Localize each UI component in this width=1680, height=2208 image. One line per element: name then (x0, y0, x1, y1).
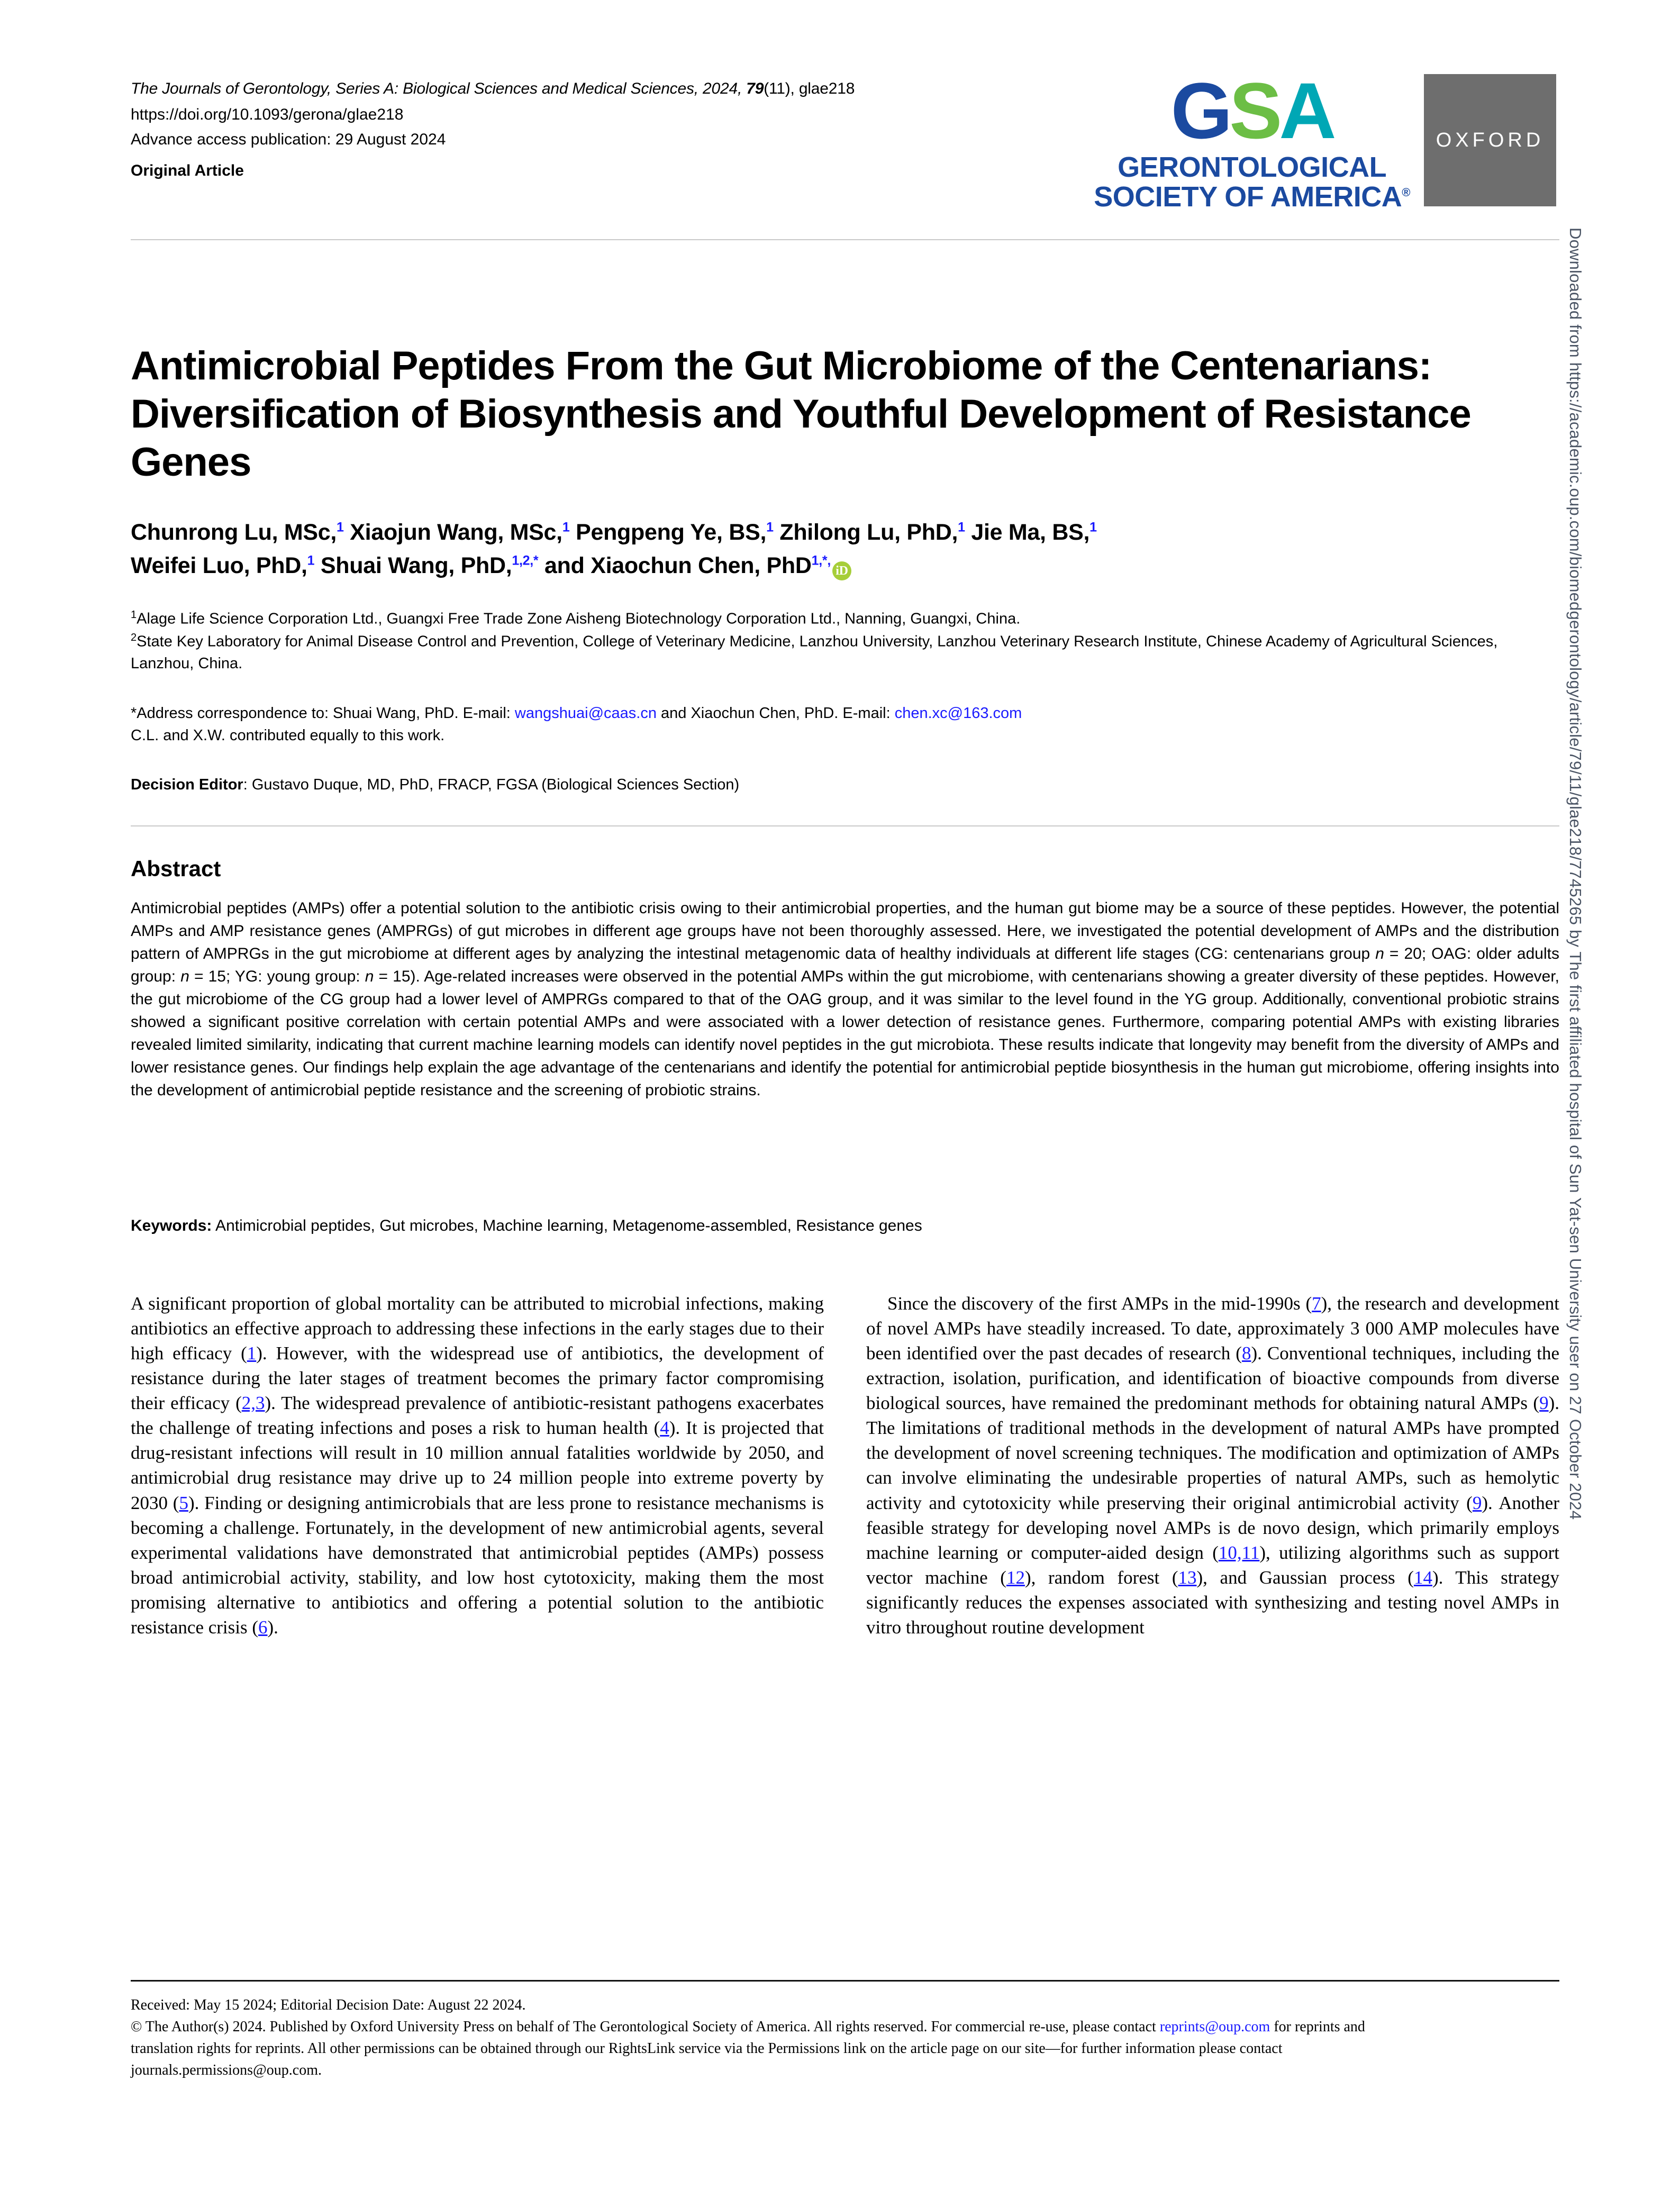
abstract-segment: Antimicrobial peptides (AMPs) offer a potential solution to the antibiotic crisis owing to their antimicrobial properties, and the human gut biome may be a source of these peptides. However, the potential AMPs and AMP resistance genes (AMPRGs) of gut microbes in different age groups have not been thoroughly assessed. Here, we investigated the potential development of AMPs and the distribution pattern of AMPRGs in the gut microbiome at different ages by analyzing the intestinal metagenomic data of healthy individuals at different life stages (CG: centenarians group (131, 899, 1559, 963)
gsa-society-line-1: GERONTOLOGICAL (1118, 151, 1387, 183)
correspondence-prefix: *Address correspondence to: Shuai Wang, PhD. E-mail: (131, 705, 515, 722)
citation-link[interactable]: 9 (1472, 1492, 1482, 1513)
decision-editor-label: Decision Editor (131, 776, 243, 793)
registered-trademark-mark: ® (1402, 186, 1410, 199)
journal-citation-line (131, 78, 855, 100)
affiliations (131, 607, 1559, 675)
download-watermark: Downloaded from https://academic.oup.com/biomedgerontology/article/79/11/glae218/7745265 by The first affiliated hospital of Sun Yat-sen University user on 27 October 2024 (1566, 228, 1585, 1520)
author-list (131, 516, 1559, 583)
advance-access-date: Advance access publication: 29 August 2024 (131, 131, 446, 148)
body-text: ), the research and development of novel AMPs have steadily increased. To date, approximately 3 000 AMP molecules have been identified over the past decades of research ( (866, 1293, 1560, 1364)
author-name[interactable]: Weifei Luo, PhD, (131, 553, 307, 579)
gsa-letter-g: G (1170, 66, 1230, 155)
body-text: Since the discovery of the first AMPs in the mid-1990s ( (887, 1293, 1312, 1314)
author-name[interactable]: Pengpeng Ye, BS, (576, 520, 767, 545)
body-text: A significant proportion of global mortality can be attributed to microbial infections, making antibiotics an effective approach to addressing these infections in the early stages due to their high efficacy ( (131, 1293, 824, 1364)
citation-link[interactable]: 9 (1539, 1393, 1549, 1414)
author-name[interactable]: and Xiaochun Chen, PhD (544, 553, 812, 579)
gsa-monogram (1094, 66, 1410, 155)
oxford-logo (1424, 74, 1556, 206)
correspondence-line (131, 702, 1559, 724)
orcid-icon[interactable]: iD (832, 561, 851, 580)
author-line-1 (131, 516, 1559, 549)
author-name[interactable]: Jie Ma, BS, (971, 520, 1090, 545)
gsa-society-line-2 (1094, 182, 1410, 212)
abstract-text (131, 897, 1559, 1102)
citation-link[interactable]: 6 (258, 1616, 268, 1638)
reprints-email-link[interactable]: reprints@oup.com (1159, 2018, 1270, 2035)
gsa-logo (1094, 66, 1410, 213)
footer-divider (131, 1980, 1559, 1982)
article-type-label: Original Article (131, 161, 244, 179)
affiliation-marker: 1 (131, 609, 137, 621)
body-text: ). This strategy significantly reduces the expenses associated with synthesizing and testing novel AMPs in vitro throughout routine development (866, 1567, 1560, 1638)
masthead-text-block (131, 74, 855, 180)
oxford-logo-text: OXFORD (1436, 129, 1545, 151)
author-name[interactable]: Shuai Wang, PhD, (320, 553, 512, 579)
copyright-notice (131, 2016, 1369, 2082)
keywords-label: Keywords: (131, 1217, 212, 1234)
body-text: ), random forest ( (1024, 1567, 1178, 1588)
decision-editor-value: : Gustavo Duque, MD, PhD, FRACP, FGSA (Biological Sciences Section) (243, 776, 740, 793)
body-text: ). Another feasible strategy for developing novel AMPs is de novo design, which primarily employs machine learning or computer-aided design ( (866, 1492, 1559, 1563)
abstract-segment: = 15; YG: young group: (189, 968, 365, 986)
correspondence-middle: and Xiaochun Chen, PhD. E-mail: (656, 705, 895, 722)
author-affil-marker: 1 (958, 520, 965, 535)
corresponding-email-2[interactable]: chen.xc@163.com (894, 705, 1022, 722)
gsa-letter-a: A (1279, 66, 1333, 155)
body-paragraph (866, 1291, 1559, 1640)
author-affil-marker: 1 (307, 553, 315, 568)
author-affil-marker: 1 (1089, 520, 1097, 535)
body-columns (131, 1291, 1559, 1640)
affiliation-marker: 2 (131, 632, 137, 644)
affiliation-item (131, 607, 1559, 630)
citation-link[interactable]: 10,11 (1218, 1542, 1260, 1563)
body-text: ). (267, 1616, 278, 1638)
affiliation-text: Alage Life Science Corporation Ltd., Guangxi Free Trade Zone Aisheng Biotechnology Corporation Ltd., Nanning, Guangxi, China. (137, 610, 1021, 628)
abstract-n-italic: n (365, 968, 374, 986)
abstract-n-italic: n (180, 968, 189, 986)
citation-link[interactable]: 5 (179, 1492, 188, 1513)
journal-issue: (11), glae218 (764, 80, 855, 97)
decision-editor-line (131, 774, 1559, 796)
copyright-text-b: for reprints and translation rights for reprints. All other permissions can be obtained through our RightsLink service via the Permissions link on the article page on our site—for further information please contact journals.permissions@oup.com. (131, 2018, 1365, 2078)
body-text: ). Conventional techniques, including the extraction, isolation, purification, and identification of bioactive compounds from diverse biological sources, have remained the predominant methods for obtaining natural AMPs ( (866, 1343, 1559, 1414)
keywords-value: Antimicrobial peptides, Gut microbes, Machine learning, Metagenome-assembled, Resistance genes (212, 1217, 922, 1234)
doi-link[interactable]: https://doi.org/10.1093/gerona/glae218 (131, 105, 404, 123)
abstract-segment: = 20; OAG: older adults group: (131, 945, 1559, 986)
affiliation-text: State Key Laboratory for Animal Disease Control and Prevention, College of Veterinary Medicine, Lanzhou University, Lanzhou Veterinary Research Institute, Chinese Academy of Agricultural Sciences, Lanzhou, China. (131, 633, 1498, 673)
citation-link[interactable]: 1 (247, 1343, 257, 1364)
abstract-n-italic: n (1375, 945, 1384, 963)
citation-link[interactable]: 14 (1413, 1567, 1432, 1588)
affiliation-item (131, 630, 1559, 675)
author-name[interactable]: Zhilong Lu, PhD, (779, 520, 958, 545)
masthead-divider (131, 239, 1559, 240)
copyright-text-a: © The Author(s) 2024. Published by Oxford University Press on behalf of The Gerontological Society of America. All rights reserved. For commercial re-use, please contact (131, 2018, 1160, 2035)
body-text: ), and Gaussian process ( (1196, 1567, 1414, 1588)
citation-link[interactable]: 7 (1312, 1293, 1321, 1314)
author-line-2 (131, 549, 1559, 583)
body-text: ). Finding or designing antimicrobials that are less prone to resistance mechanisms is becoming a challenge. Fortunately, in the development of new antimicrobial agents, several experimental validations have demonstrated that antimicrobial peptides (AMPs) possess broad antimicrobial activity, stability, and low host cytotoxicity, making them the most promising alternative to antibiotics and offering a potential solution to the antibiotic resistance crisis ( (131, 1492, 824, 1638)
citation-link[interactable]: 13 (1178, 1567, 1197, 1588)
correspondence-block (131, 702, 1559, 747)
body-text: ), utilizing algorithms such as support vector machine ( (866, 1542, 1559, 1588)
body-text: ). The widespread prevalence of antibiotic-resistant pathogens exacerbates the challenge of treating infections and poses a risk to human health ( (131, 1393, 824, 1439)
footer-block (131, 1995, 1369, 2082)
received-dates: Received: May 15 2024; Editorial Decision Date: August 22 2024. (131, 1997, 526, 2013)
author-affil-marker: 1 (766, 520, 774, 535)
equal-contribution-note: C.L. and X.W. contributed equally to this work. (131, 727, 445, 744)
body-column-right (866, 1291, 1559, 1640)
journal-name: The Journals of Gerontology, Series A: Biological Sciences and Medical Sciences, 2024, (131, 80, 747, 97)
page-title: Antimicrobial Peptides From the Gut Microbiome of the Centenarians: Diversification of Biosynthesis and Youthful Development of Resistance Genes (131, 343, 1471, 485)
body-text: ). The limitations of traditional methods in the development of natural AMPs have prompted the development of novel screening techniques. The modification and optimization of AMPs can involve eliminating the undesirable properties of natural AMPs, such as hemolytic activity and cytotoxicity while preserving their original antimicrobial activity ( (866, 1393, 1559, 1513)
author-affil-marker: 1 (562, 520, 570, 535)
citation-link[interactable]: 2,3 (241, 1393, 265, 1414)
citation-link[interactable]: 4 (660, 1418, 669, 1439)
author-name[interactable]: Chunrong Lu, MSc, (131, 520, 337, 545)
abstract-divider (131, 825, 1559, 826)
author-affil-marker: 1,*, (811, 553, 831, 568)
corresponding-email-1[interactable]: wangshuai@caas.cn (514, 705, 657, 722)
gsa-society-line-2-text: SOCIETY OF AMERICA (1094, 181, 1402, 213)
author-name[interactable]: Xiaojun Wang, MSc, (350, 520, 562, 545)
abstract-heading: Abstract (131, 856, 221, 881)
body-column-left (131, 1291, 824, 1640)
author-affil-marker: 1,2,* (512, 553, 539, 568)
citation-link[interactable]: 8 (1241, 1343, 1251, 1364)
body-text: ). However, with the widespread use of antibiotics, the development of resistance during the later stages of treatment becomes the primary factor compromising their efficacy ( (131, 1343, 824, 1414)
citation-link[interactable]: 12 (1006, 1567, 1025, 1588)
publisher-logos (1094, 66, 1559, 213)
abstract-segment: = 15). Age-related increases were observed in the potential AMPs within the gut microbiome, with centenarians showing a greater diversity of these peptides. However, the gut microbiome of the CG group had a lower level of AMPRGs compared to that of the OAG group, and it was similar to the level found in the YG group. Additionally, conventional probiotic strains showed a significant positive correlation with certain potential AMPs and were associated with a lower detection of resistance genes. Furthermore, comparing potential AMPs with existing libraries revealed limited similarity, indicating that current machine learning models can identify novel peptides in the gut microbiota. These results indicate that longevity may benefit from the diversity of AMPs and lower resistance genes. Our findings help explain the age advantage of the centenarians and identify the potential for antimicrobial peptide biosynthesis in the human gut microbiome, offering insights into the development of antimicrobial peptide resistance and the screening of probiotic strains. (131, 968, 1559, 1100)
gsa-letter-s: S (1229, 66, 1279, 155)
masthead (131, 66, 1559, 213)
journal-volume: 79 (746, 80, 764, 97)
body-text: ). It is projected that drug-resistant infections will result in 10 million annual fatalities worldwide by 2050, and antimicrobial drug resistance may drive up to 24 million people into extreme poverty by 2030 ( (131, 1418, 824, 1513)
body-paragraph (131, 1291, 824, 1640)
author-affil-marker: 1 (337, 520, 344, 535)
keywords-line (131, 1215, 1559, 1237)
